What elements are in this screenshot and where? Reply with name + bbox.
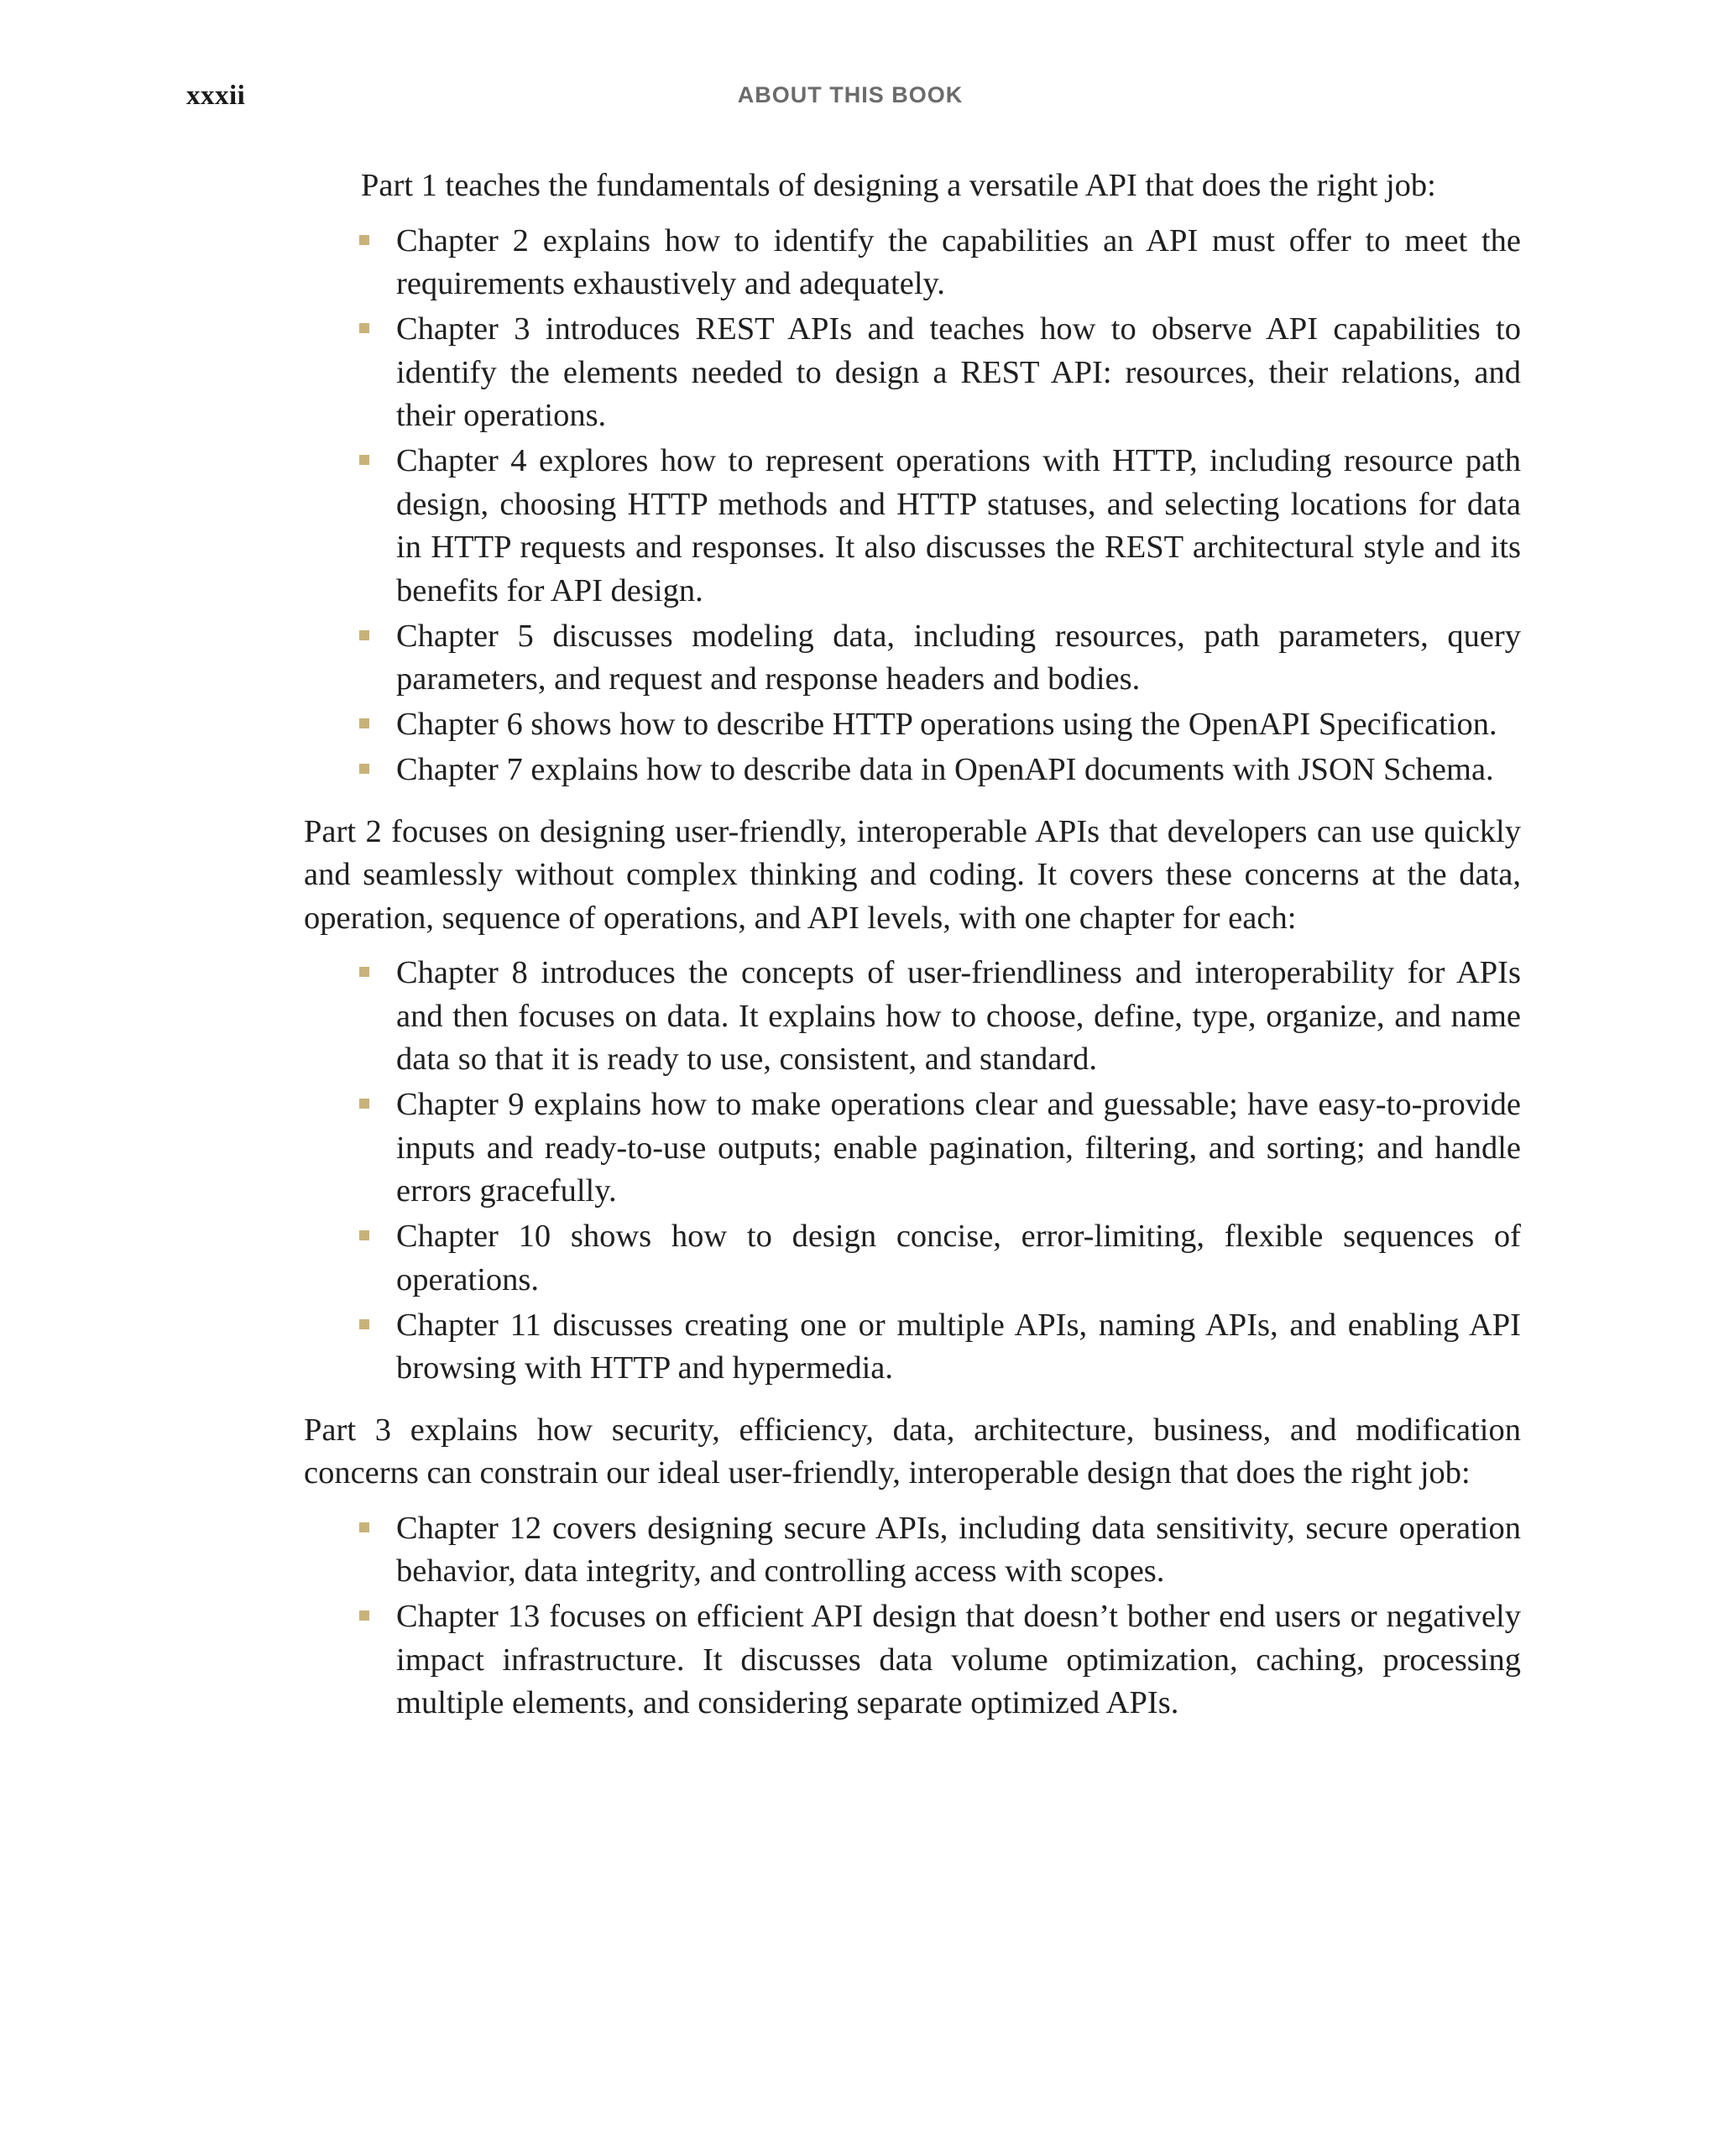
part2-chapter-list xyxy=(304,952,1521,1391)
part1-intro: Part 1 teaches the fundamentals of designing a versatile API that does the right job: xyxy=(361,168,1436,203)
square-bullet-icon xyxy=(359,235,369,245)
square-bullet-icon xyxy=(359,967,369,977)
list-item: Chapter 11 discusses creating one or multiple APIs, naming APIs, and enabling API browsing with HTTP and hypermedia. xyxy=(396,1304,1521,1391)
part1-chapter-list xyxy=(304,220,1521,792)
part2-intro: Part 2 focuses on designing user-friendly, interoperable APIs that developers can use quickly and seamlessly without complex thinking and coding. It covers these concerns at the data, operation, sequence of operations, and API levels, with one chapter for each: xyxy=(304,813,1521,936)
list-item: Chapter 7 explains how to describe data in OpenAPI documents with JSON Schema. xyxy=(396,749,1521,792)
list-item: Chapter 2 explains how to identify the capabilities an API must offer to meet the requirements exhaustively and adequately. xyxy=(396,220,1521,306)
square-bullet-icon xyxy=(359,323,369,333)
square-bullet-icon xyxy=(359,455,369,465)
list-item: Chapter 5 discusses modeling data, including resources, path parameters, query parameters, and request and response headers and bodies. xyxy=(396,615,1521,702)
square-bullet-icon xyxy=(359,718,369,728)
page-body xyxy=(304,164,1521,1744)
list-item: Chapter 6 shows how to describe HTTP operations using the OpenAPI Specification. xyxy=(396,703,1521,747)
part3-intro: Part 3 explains how security, efficiency, data, architecture, business, and modification concerns can constrain our ideal user-friendly, interoperable design that does the right job: xyxy=(304,1412,1521,1490)
list-item: Chapter 3 introduces REST APIs and teaches how to observe API capabilities to identify the elements needed to design a REST API: resources, their relations, and their operations. xyxy=(396,308,1521,438)
square-bullet-icon xyxy=(359,1522,369,1532)
running-head: ABOUT THIS BOOK xyxy=(737,82,964,107)
list-item: Chapter 9 explains how to make operations clear and guessable; have easy-to-provide inputs and ready-to-use outputs; enable pagination, filtering, and sorting; and handle errors gracefully. xyxy=(396,1083,1521,1214)
list-item: Chapter 12 covers designing secure APIs, including data sensitivity, secure operation behavior, data integrity, and controlling access with scopes. xyxy=(396,1507,1521,1594)
list-item: Chapter 13 focuses on efficient API design that doesn’t bother end users or negatively impact infrastructure. It discusses data volume optimization, caching, processing multiple elements, and considering separate optimized APIs. xyxy=(396,1595,1521,1725)
square-bullet-icon xyxy=(359,764,369,774)
square-bullet-icon xyxy=(359,630,369,640)
square-bullet-icon xyxy=(359,1230,369,1240)
square-bullet-icon xyxy=(359,1099,369,1109)
list-item: Chapter 8 introduces the concepts of user-friendliness and interoperability for APIs and then focuses on data. It explains how to choose, define, type, organize, and name data so that it is ready to use, consistent, and standard. xyxy=(396,952,1521,1082)
square-bullet-icon xyxy=(359,1610,369,1621)
list-item: Chapter 4 explores how to represent operations with HTTP, including resource path design, choosing HTTP methods and HTTP statuses, and selecting locations for data in HTTP requests and responses. It also discusses the REST architectural style and its benefits for API design. xyxy=(396,440,1521,613)
square-bullet-icon xyxy=(359,1319,369,1329)
list-item: Chapter 10 shows how to design concise, error-limiting, flexible sequences of operations. xyxy=(396,1215,1521,1302)
page-number: xxxii xyxy=(186,81,246,111)
part3-chapter-list xyxy=(304,1507,1521,1725)
